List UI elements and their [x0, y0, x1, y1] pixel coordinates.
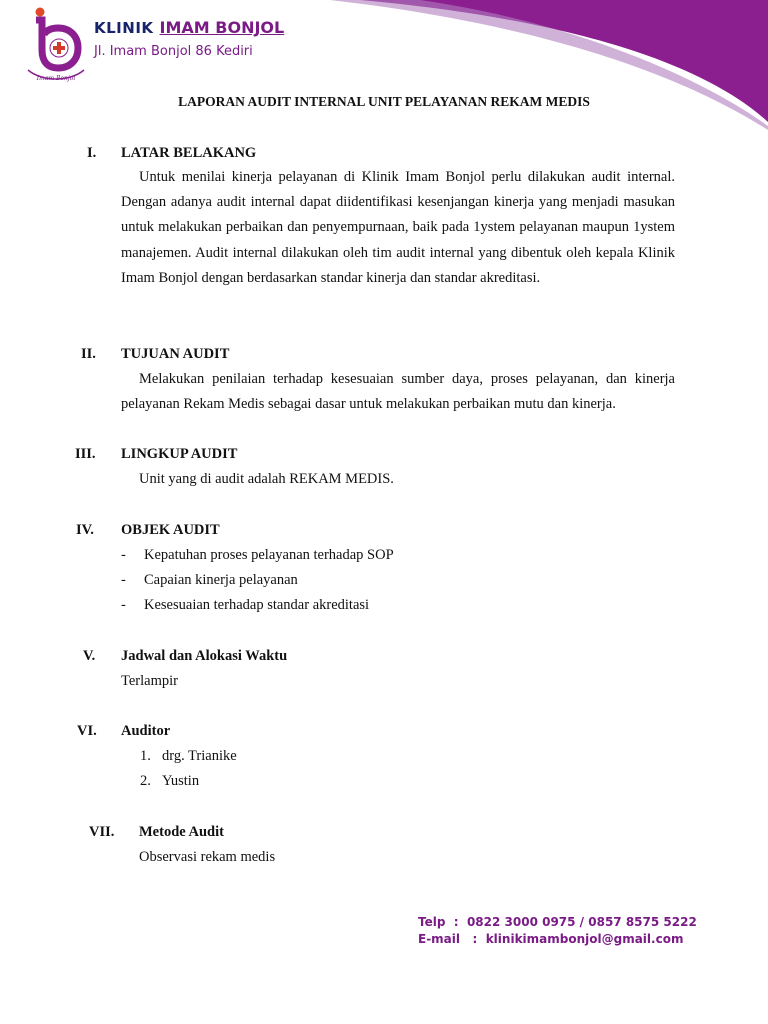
section-paragraph: Melakukan penilaian terhadap kesesuaian sumber daya, proses pelayanan, dan kinerja pelayanan Rekam Medis sebagai dasar untuk melakukan perbaikan mutu dan kinerja.	[121, 371, 675, 413]
section-number: II.	[81, 346, 96, 362]
footer-telp	[418, 915, 697, 929]
logo-text: Imam Bonjol	[36, 75, 76, 82]
list-bullet: -	[121, 547, 126, 563]
section-heading: Auditor	[121, 723, 171, 739]
clinic-address: Jl. Imam Bonjol 86 Kediri	[94, 44, 253, 59]
section-heading: OBJEK AUDIT	[121, 522, 220, 538]
footer-email	[418, 932, 683, 946]
section-heading: LINGKUP AUDIT	[121, 446, 238, 462]
section-number: III.	[75, 446, 96, 462]
list-marker: 2.	[140, 773, 151, 789]
list-item: Kesesuaian terhadap standar akreditasi	[144, 597, 370, 613]
list-item: Capaian kinerja pelayanan	[144, 572, 298, 588]
section-text: Terlampir	[121, 673, 178, 689]
section-text: Observasi rekam medis	[139, 849, 276, 865]
clinic-logo	[26, 6, 86, 84]
email-label: E-mail :	[418, 932, 478, 946]
list-marker: 1.	[140, 748, 151, 764]
brand-name: IMAM BONJOL	[159, 18, 285, 37]
section-number: VII.	[89, 824, 115, 840]
section-number: IV.	[76, 522, 94, 538]
auditor-name: Yustin	[162, 773, 200, 789]
section-number: I.	[87, 145, 97, 161]
brand-prefix: KLINIK	[94, 19, 154, 37]
section-paragraph: Untuk menilai kinerja pelayanan di Klinik Imam Bonjol perlu dilakukan audit internal. Dengan adanya audit internal dapat diidentifikasi kesenjangan kinerja yang menjadi masukan untuk melakukan perbaikan dan penyempurnaan, baik pada 1ystem pelayanan maupun 1ystem manajemen. Audit internal dilakukan oleh tim audit internal yang dibentuk oleh kepala Klinik Imam Bonjol dengan berdasarkan standar kinerja dan standar akreditasi.	[121, 169, 675, 286]
section-heading: Metode Audit	[139, 824, 224, 840]
section-text: Unit yang di audit adalah REKAM MEDIS.	[139, 471, 394, 487]
document-title: LAPORAN AUDIT INTERNAL UNIT PELAYANAN REKAM MEDIS	[178, 94, 590, 109]
list-bullet: -	[121, 572, 126, 588]
telp-value: 0822 3000 0975 / 0857 8575 5222	[466, 915, 697, 929]
section-number: V.	[83, 648, 96, 664]
section-heading: Jadwal dan Alokasi Waktu	[121, 648, 288, 664]
clinic-brand	[94, 18, 284, 38]
list-item: Kepatuhan proses pelayanan terhadap SOP	[144, 547, 394, 563]
section-number: VI.	[77, 723, 97, 739]
telp-label: Telp :	[418, 915, 459, 929]
section-heading: TUJUAN AUDIT	[121, 346, 230, 362]
email-link[interactable]: klinikimambonjol@gmail.com	[485, 932, 684, 946]
list-bullet: -	[121, 597, 126, 613]
auditor-name: drg. Trianike	[162, 748, 237, 764]
section-heading: LATAR BELAKANG	[121, 145, 257, 161]
